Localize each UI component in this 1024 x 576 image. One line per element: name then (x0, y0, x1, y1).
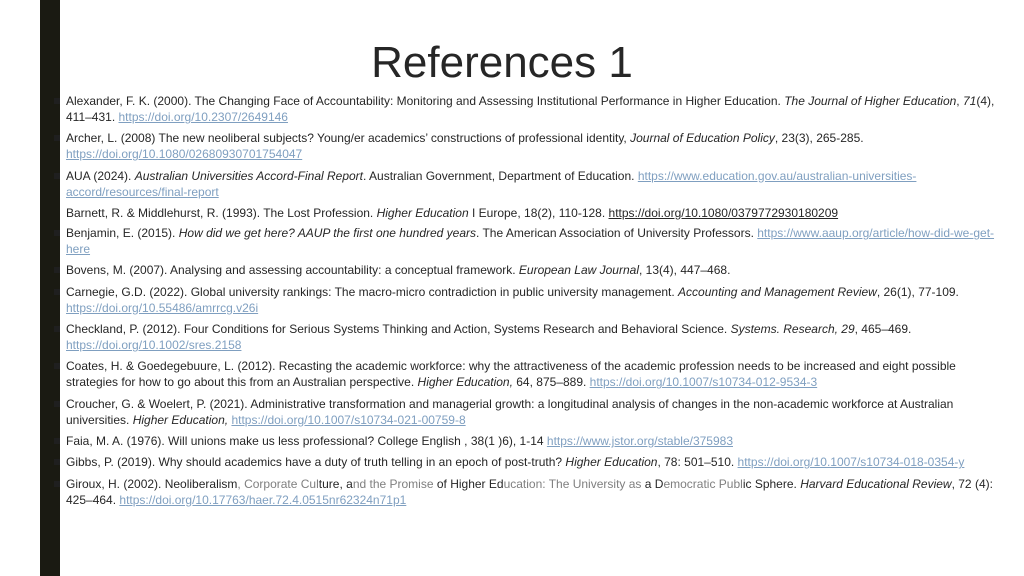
reference-text: , 26(1), 77-109. (876, 284, 959, 299)
reference-text: ic Sphere. (742, 476, 801, 491)
slide-title-text: References 1 (371, 38, 633, 87)
bullet-icon (54, 326, 60, 332)
bullet-icon (54, 173, 60, 179)
reference-item (66, 284, 996, 316)
reference-text: Checkland, P. (2012). Four Conditions for Serious Systems Thinking and Action, Systems Research and Behavioral Science. (66, 322, 731, 337)
reference-italic-text: Journal of Education Policy (630, 131, 775, 146)
reference-text: Croucher, G. & Woelert, P. (2021). Administrative transformation and managerial growth: a longitudinal analysis of changes in the non-academic workforce at Australian universities. (66, 396, 954, 427)
reference-item (66, 454, 996, 470)
reference-item (66, 476, 996, 508)
reference-list (66, 93, 996, 513)
reference-italic-text: European Law Journal (518, 263, 639, 278)
reference-text: Gibbs, P. (2019). Why should academics have a duty of truth telling in an epoch of post-truth? (66, 455, 566, 470)
reference-text: of Higher Ed (436, 476, 504, 491)
reference-text: emocratic Publ (663, 476, 743, 491)
reference-item (66, 168, 996, 200)
reference-italic-text: Systems. Research, 29 (730, 322, 855, 337)
reference-doi-link[interactable]: https://doi.org/10.1007/s10734-021-00759-8 (231, 412, 466, 427)
reference-text: a D (644, 476, 664, 491)
reference-text: Carnegie, G.D. (2022). Global university rankings: The macro-micro contradiction in public university management. (66, 284, 679, 299)
reference-italic-text: How did we get here? AAUP the first one hundred years (178, 226, 477, 241)
bullet-icon (54, 289, 60, 295)
reference-text: , 78: 501–510. (657, 455, 738, 470)
reference-text: Bovens, M. (2007). Analysing and assessing accountability: a conceptual framework. (66, 263, 519, 278)
reference-text: , Corporate Cul (237, 476, 319, 491)
reference-doi-link[interactable]: https://www.jstor.org/stable/375983 (546, 433, 733, 448)
reference-text: Barnett, R. & Middlehurst, R. (1993). The Lost Profession. (66, 205, 377, 220)
reference-italic-text: Accounting and Management Review (678, 284, 877, 299)
reference-item (66, 321, 996, 353)
reference-text: 64, 875–889. (512, 375, 590, 390)
reference-text: , 23(3), 265-285. (774, 131, 864, 146)
reference-italic-text: Higher Education (565, 455, 658, 470)
reference-item (66, 93, 996, 125)
reference-text: , 13(4), 447–468. (639, 263, 731, 278)
bullet-icon (54, 401, 60, 407)
reference-text: Benjamin, E. (2015). (66, 226, 179, 241)
bullet-icon (54, 267, 60, 273)
reference-item (66, 358, 996, 390)
bullet-icon (54, 438, 60, 444)
reference-item (66, 262, 996, 278)
bullet-icon (54, 230, 60, 236)
reference-text: (4), 411–431. (66, 94, 995, 124)
reference-doi-link[interactable]: https://doi.org/10.1002/sres.2158 (66, 338, 242, 353)
reference-text: AUA (2024). (66, 168, 135, 183)
reference-doi-link[interactable]: https://doi.org/10.1007/s10734-012-9534-3 (589, 375, 818, 390)
bullet-icon (54, 135, 60, 141)
reference-italic-text: Higher Education (376, 205, 469, 220)
reference-italic-text: Higher Education, (132, 412, 229, 427)
reference-text: Coates, H. & Goedegebuure, L. (2012). Recasting the academic workforce: why the attractiveness of the academic profession needs to be increased and eight possible strategies for how to go about this from an Australian perspective. (66, 359, 956, 390)
reference-text: . Australian Government, Department of Education. (363, 168, 638, 183)
bullet-icon (54, 363, 60, 369)
reference-item (66, 205, 996, 221)
bullet-icon (54, 98, 60, 104)
reference-item (66, 225, 996, 257)
reference-item (66, 130, 996, 162)
reference-italic-text: The Journal of Higher Education (784, 94, 957, 108)
reference-text: Faia, M. A. (1976). Will unions make us less professional? College English , 38(1 )6), 1-14 (66, 433, 547, 448)
reference-text: nd the Promise (352, 476, 437, 491)
reference-doi-link[interactable]: https://www.aaup.org/article/how-did-we-get-here (66, 226, 995, 257)
reference-doi-link[interactable]: https://doi.org/10.2307/2649146 (118, 110, 288, 124)
reference-text: ucation: The University as (503, 476, 645, 491)
reference-text: I Europe, 18(2), 110-128. (468, 205, 609, 220)
reference-italic-text: 71 (962, 94, 977, 108)
reference-text: ture, a (318, 476, 353, 491)
reference-text: Archer, L. (2008) The new neoliberal subjects? Young/er academics’ constructions of professional identity, (66, 131, 631, 146)
slide-title (0, 38, 1024, 88)
reference-doi-link[interactable]: https://doi.org/10.17763/haer.72.4.0515nr62324n71p1 (119, 492, 407, 507)
reference-item (66, 396, 996, 428)
reference-text: , 465–469. (854, 322, 912, 337)
reference-italic-text: Harvard Educational Review (800, 476, 952, 491)
reference-text: Giroux, H. (2002). Neoliberalism (66, 476, 238, 491)
reference-doi-link[interactable]: https://www.education.gov.au/australian-universities-accord/resources/final-report (66, 168, 917, 199)
reference-doi-link[interactable]: https://doi.org/10.1080/02680930701754047 (66, 147, 303, 162)
reference-item (66, 433, 996, 449)
reference-italic-text: Higher Education, (417, 375, 513, 390)
bullet-icon (54, 481, 60, 487)
reference-text: Alexander, F. K. (2000). The Changing Face of Accountability: Monitoring and Assessing Institutional Performance in Higher Education. (66, 94, 785, 108)
reference-doi-link[interactable]: https://doi.org/10.55486/amrrcg.v26i (66, 300, 259, 315)
bullet-icon (54, 459, 60, 465)
reference-italic-text: Australian Universities Accord-Final Report (134, 168, 364, 183)
reference-doi-link[interactable]: https://doi.org/10.1080/0379772930180209 (608, 205, 839, 220)
reference-text: , 72 (4): 425–464. (66, 476, 993, 507)
reference-doi-link[interactable]: https://doi.org/10.1007/s10734-018-0354-y (737, 455, 965, 470)
reference-text: . The American Association of University Professors. (476, 226, 758, 241)
reference-text: , (956, 94, 963, 108)
